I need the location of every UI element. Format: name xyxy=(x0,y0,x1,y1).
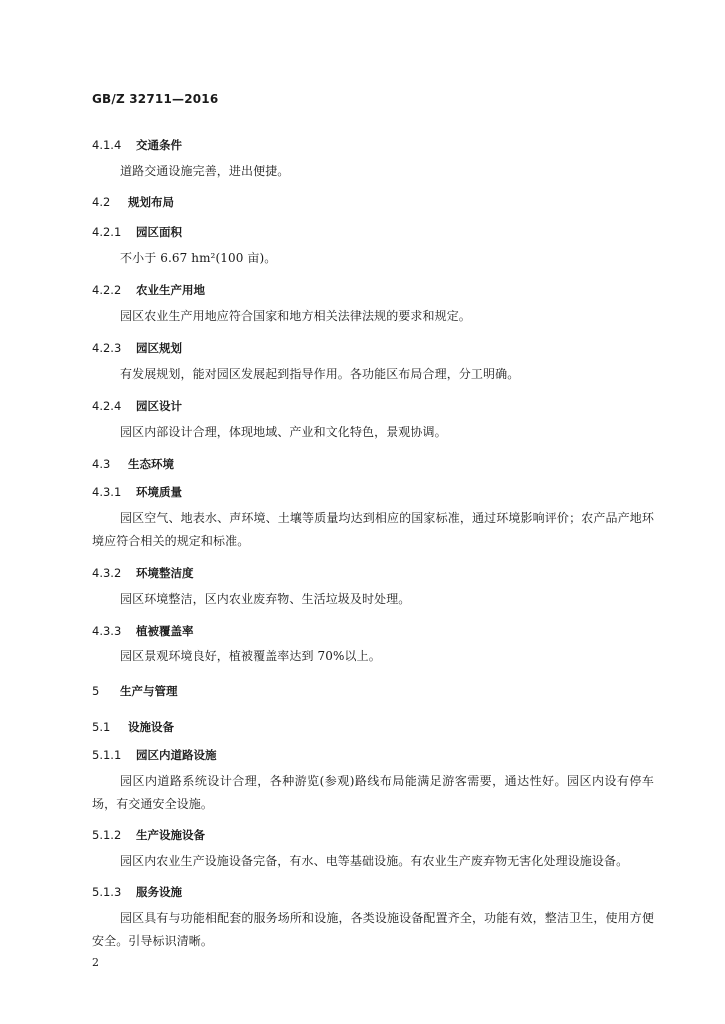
section-title: 园区面积 xyxy=(136,225,183,239)
section-number: 4.2 xyxy=(92,195,111,209)
section-title: 生产与管理 xyxy=(120,684,178,698)
section-heading-5-1-1 xyxy=(92,747,217,763)
section-heading-4-1-4 xyxy=(92,137,182,153)
paragraph: 园区内道路系统设计合理，各种游览(参观)路线布局能满足游客需要，通达性好。园区内设有停车场，有交通安全设施。 xyxy=(92,774,654,811)
section-heading-4-2-3 xyxy=(92,340,182,356)
section-heading-5 xyxy=(92,683,178,699)
section-title: 园区规划 xyxy=(136,341,183,355)
section-heading-4-2-1 xyxy=(92,224,182,240)
standard-code: GB/Z 32711—2016 xyxy=(92,92,219,106)
section-heading-4-2-4 xyxy=(92,398,182,414)
paragraph: 有发展规划，能对园区发展起到指导作用。各功能区布局合理，分工明确。 xyxy=(120,367,520,381)
section-title: 设施设备 xyxy=(128,720,175,734)
section-heading-4-3 xyxy=(92,456,174,472)
paragraph: 园区内部设计合理，体现地域、产业和文化特色，景观协调。 xyxy=(120,425,447,439)
section-title: 交通条件 xyxy=(136,138,183,152)
section-number: 4.3.3 xyxy=(92,624,122,638)
section-heading-5-1-2 xyxy=(92,827,205,843)
section-number: 5.1.1 xyxy=(92,748,122,762)
paragraph: 园区具有与功能相配套的服务场所和设施，各类设施设备配置齐全，功能有效，整洁卫生，使用方便安全。引导标识清晰。 xyxy=(92,911,654,948)
paragraph: 园区农业生产用地应符合国家和地方相关法律法规的要求和规定。 xyxy=(120,309,471,323)
section-title: 生产设施设备 xyxy=(136,828,206,842)
section-title: 园区设计 xyxy=(136,399,183,413)
paragraph: 园区环境整洁，区内农业废弃物、生活垃圾及时处理。 xyxy=(120,592,411,606)
section-title: 园区内道路设施 xyxy=(136,748,217,762)
section-number: 4.1.4 xyxy=(92,138,122,152)
section-heading-4-3-1 xyxy=(92,484,182,500)
section-heading-5-1 xyxy=(92,719,174,735)
section-title: 生态环境 xyxy=(128,457,175,471)
paragraph: 园区内农业生产设施设备完备，有水、电等基础设施。有农业生产废弃物无害化处理设施设备。 xyxy=(120,854,629,868)
paragraph: 不小于 6.67 hm²(100 亩)。 xyxy=(120,251,277,265)
section-number: 5.1.3 xyxy=(92,885,122,899)
section-number: 4.2.1 xyxy=(92,225,122,239)
section-number: 4.3.1 xyxy=(92,485,122,499)
paragraph: 道路交通设施完善，进出便捷。 xyxy=(120,164,290,178)
section-number: 5.1 xyxy=(92,720,111,734)
section-title: 服务设施 xyxy=(136,885,183,899)
section-heading-4-2-2 xyxy=(92,282,205,298)
section-number: 4.2.3 xyxy=(92,341,122,355)
section-heading-4-2 xyxy=(92,194,174,210)
paragraph: 园区空气、地表水、声环境、土壤等质量均达到相应的国家标准，通过环境影响评价；农产品产地环境应符合相关的规定和标准。 xyxy=(92,511,654,548)
section-title: 环境质量 xyxy=(136,485,183,499)
section-title: 农业生产用地 xyxy=(136,283,206,297)
page-number: 2 xyxy=(92,956,99,969)
section-heading-4-3-2 xyxy=(92,565,194,581)
section-title: 规划布局 xyxy=(128,195,175,209)
section-heading-4-3-3 xyxy=(92,623,194,639)
section-number: 4.3 xyxy=(92,457,111,471)
section-title: 植被覆盖率 xyxy=(136,624,194,638)
section-number: 4.2.4 xyxy=(92,399,122,413)
section-number: 4.3.2 xyxy=(92,566,122,580)
section-title: 环境整洁度 xyxy=(136,566,194,580)
section-number: 5.1.2 xyxy=(92,828,122,842)
section-number: 5 xyxy=(92,684,100,698)
paragraph: 园区景观环境良好，植被覆盖率达到 70%以上。 xyxy=(120,649,381,663)
section-number: 4.2.2 xyxy=(92,283,122,297)
section-heading-5-1-3 xyxy=(92,884,182,900)
